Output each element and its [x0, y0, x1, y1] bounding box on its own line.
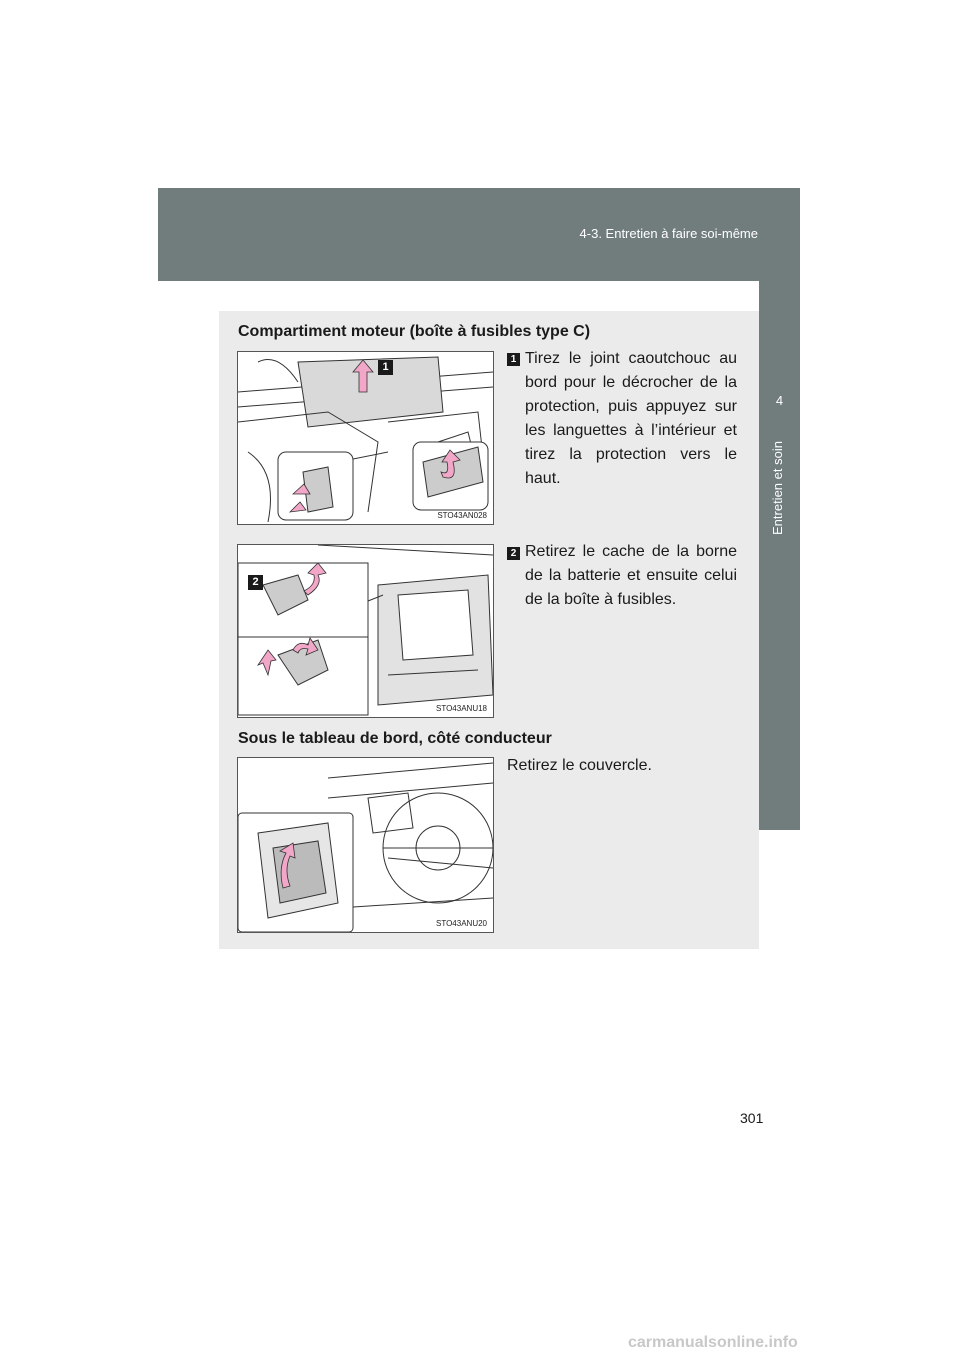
chapter-number: 4 — [775, 393, 784, 408]
step1-badge: 1 — [507, 353, 520, 366]
figure-dashboard-code: STO43ANU20 — [436, 919, 487, 928]
chapter-label: Entretien et soin — [770, 441, 785, 535]
battery-drawing — [238, 545, 493, 717]
chapter-side-tab — [759, 281, 800, 830]
watermark: carmanualsonline.info — [628, 1334, 798, 1351]
step2-text: Retirez le cache de la borne de la batterie et ensuite celui de la boîte à fusibles. — [525, 543, 737, 608]
figure-step2-illustration — [237, 544, 494, 718]
section-breadcrumb: 4-3. Entretien à faire soi-même — [579, 226, 758, 241]
dashboard-section-title: Sous le tableau de bord, côté conducteur — [238, 730, 552, 747]
page-number: 301 — [740, 1110, 764, 1126]
content-panel — [219, 311, 759, 949]
step2-badge: 2 — [507, 547, 520, 560]
engine-cover-drawing — [238, 352, 493, 524]
figure-step2-badge: 2 — [248, 575, 263, 590]
figure-step1-code: STO43AN028 — [437, 511, 487, 520]
step1-text: Tirez le joint caoutchouc au bord pour le décrocher de la protection, puis appuyez sur les languettes à l’intérieur et tirez la protection vers le haut. — [525, 350, 737, 487]
engine-section-title: Compartiment moteur (boîte à fusibles type C) — [238, 323, 591, 340]
dashboard-step-text: Retirez le couvercle. — [507, 757, 652, 774]
header-band — [158, 188, 800, 281]
figure-step2-code: STO43ANU18 — [436, 704, 487, 713]
figure-step1-illustration — [237, 351, 494, 525]
figure-dashboard-illustration — [237, 757, 494, 933]
figure-step1-badge: 1 — [378, 360, 393, 375]
dashboard-drawing — [238, 758, 493, 932]
